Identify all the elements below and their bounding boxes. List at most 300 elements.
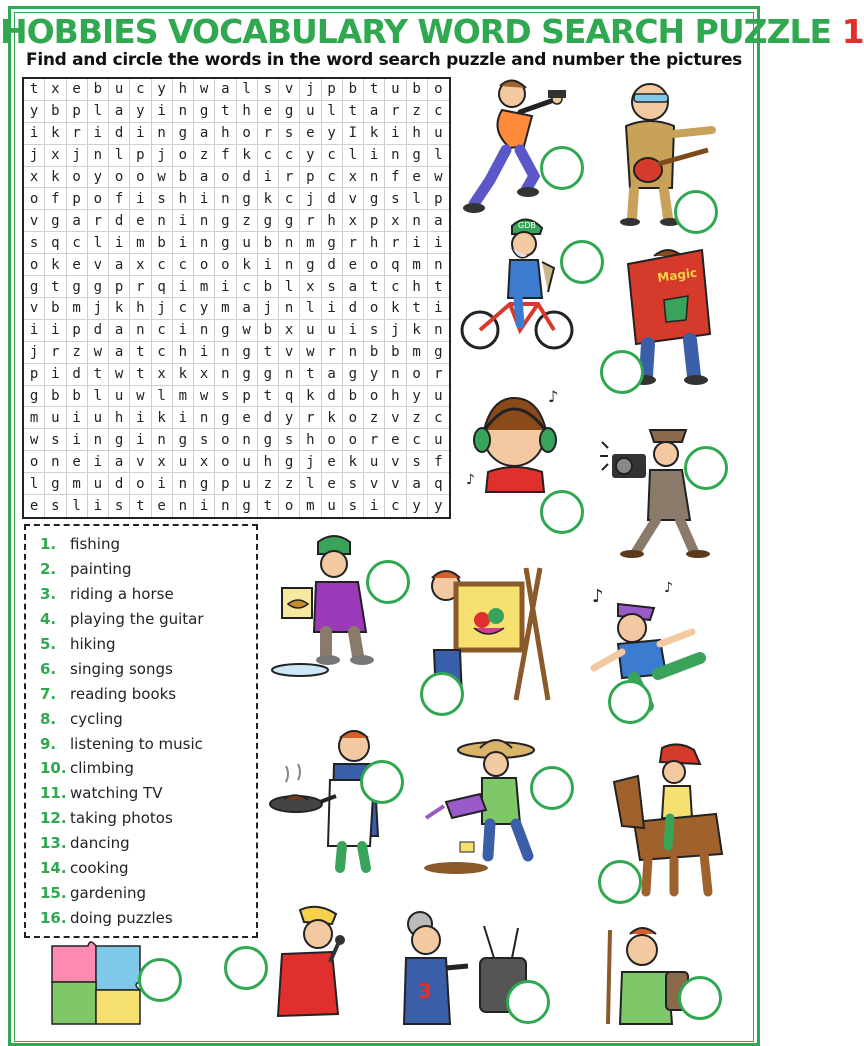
grid-letter[interactable]: v xyxy=(24,298,45,320)
answer-circle-painting[interactable] xyxy=(420,672,464,716)
grid-letter[interactable]: l xyxy=(237,79,258,101)
grid-letter[interactable]: m xyxy=(215,298,236,320)
grid-letter[interactable]: v xyxy=(343,188,364,210)
grid-letter[interactable]: o xyxy=(24,188,45,210)
answer-circle-reading[interactable] xyxy=(600,350,644,394)
grid-letter[interactable]: I xyxy=(343,123,364,145)
grid-letter[interactable]: h xyxy=(407,123,428,145)
grid-letter[interactable]: y xyxy=(88,167,109,189)
grid-letter[interactable]: t xyxy=(45,276,66,298)
grid-letter[interactable]: c xyxy=(428,407,449,429)
grid-letter[interactable]: w xyxy=(24,429,45,451)
grid-letter[interactable]: q xyxy=(152,276,173,298)
grid-letter[interactable]: o xyxy=(428,79,449,101)
grid-letter[interactable]: o xyxy=(215,451,236,473)
grid-letter[interactable]: d xyxy=(109,473,130,495)
grid-letter[interactable]: p xyxy=(67,188,88,210)
grid-letter[interactable]: n xyxy=(215,495,236,517)
grid-letter[interactable]: o xyxy=(343,407,364,429)
grid-letter[interactable]: g xyxy=(343,364,364,386)
grid-letter[interactable]: j xyxy=(24,145,45,167)
grid-letter[interactable]: g xyxy=(67,276,88,298)
grid-letter[interactable]: x xyxy=(343,210,364,232)
grid-letter[interactable]: e xyxy=(258,101,279,123)
grid-letter[interactable]: x xyxy=(45,145,66,167)
grid-letter[interactable]: k xyxy=(237,254,258,276)
answer-circle-listening[interactable] xyxy=(540,490,584,534)
grid-letter[interactable]: g xyxy=(173,123,194,145)
grid-letter[interactable]: i xyxy=(258,167,279,189)
grid-letter[interactable]: w xyxy=(237,320,258,342)
grid-letter[interactable]: a xyxy=(364,101,385,123)
grid-letter[interactable]: t xyxy=(130,364,151,386)
grid-letter[interactable]: e xyxy=(152,495,173,517)
grid-letter[interactable]: d xyxy=(322,188,343,210)
grid-letter[interactable]: b xyxy=(343,79,364,101)
grid-letter[interactable]: w xyxy=(194,386,215,408)
grid-letter[interactable]: t xyxy=(215,101,236,123)
grid-letter[interactable]: e xyxy=(67,451,88,473)
grid-letter[interactable]: d xyxy=(343,298,364,320)
grid-letter[interactable]: x xyxy=(343,167,364,189)
grid-letter[interactable]: y xyxy=(434,498,443,515)
grid-letter[interactable]: k xyxy=(343,451,364,473)
grid-letter[interactable]: t xyxy=(130,495,151,517)
answer-circle-fishing[interactable] xyxy=(366,560,410,604)
grid-letter[interactable]: i xyxy=(173,276,194,298)
answer-circle-cooking[interactable] xyxy=(360,760,404,804)
grid-letter[interactable]: e xyxy=(322,451,343,473)
grid-letter[interactable]: n xyxy=(173,101,194,123)
grid-letter[interactable]: t xyxy=(24,79,45,101)
grid-letter[interactable]: a xyxy=(109,342,130,364)
grid-letter[interactable]: r xyxy=(364,429,385,451)
grid-letter[interactable]: r xyxy=(428,364,449,386)
grid-letter[interactable]: g xyxy=(237,188,258,210)
grid-letter[interactable]: e xyxy=(300,123,321,145)
grid-letter[interactable]: y xyxy=(322,123,343,145)
grid-letter[interactable]: p xyxy=(428,188,449,210)
grid-letter[interactable]: s xyxy=(364,320,385,342)
grid-letter[interactable]: g xyxy=(279,101,300,123)
grid-letter[interactable]: h xyxy=(385,386,406,408)
grid-letter[interactable]: h xyxy=(173,188,194,210)
grid-letter[interactable]: l xyxy=(88,232,109,254)
grid-letter[interactable]: f xyxy=(45,188,66,210)
grid-letter[interactable]: g xyxy=(24,386,45,408)
grid-letter[interactable]: v xyxy=(279,342,300,364)
grid-letter[interactable]: v xyxy=(385,451,406,473)
grid-letter[interactable]: r xyxy=(279,167,300,189)
grid-letter[interactable]: i xyxy=(67,407,88,429)
grid-letter[interactable]: i xyxy=(343,320,364,342)
grid-letter[interactable]: c xyxy=(322,145,343,167)
answer-circle-gardening[interactable] xyxy=(530,766,574,810)
grid-letter[interactable]: u xyxy=(237,451,258,473)
grid-letter[interactable]: o xyxy=(88,188,109,210)
grid-letter[interactable]: s xyxy=(258,79,279,101)
grid-letter[interactable]: f xyxy=(385,167,406,189)
grid-letter[interactable]: t xyxy=(258,495,279,517)
grid-letter[interactable]: b xyxy=(343,386,364,408)
grid-letter[interactable]: o xyxy=(364,298,385,320)
grid-letter[interactable]: u xyxy=(300,101,321,123)
grid-letter[interactable]: w xyxy=(300,342,321,364)
grid-letter[interactable]: l xyxy=(88,386,109,408)
grid-letter[interactable]: n xyxy=(194,210,215,232)
grid-letter[interactable]: n xyxy=(279,364,300,386)
grid-letter[interactable]: e xyxy=(237,407,258,429)
grid-letter[interactable]: a xyxy=(109,451,130,473)
grid-letter[interactable]: t xyxy=(407,298,428,320)
grid-letter[interactable]: c xyxy=(152,254,173,276)
grid-letter[interactable]: o xyxy=(215,429,236,451)
grid-letter[interactable]: j xyxy=(152,145,173,167)
grid-letter[interactable]: d xyxy=(322,254,343,276)
grid-letter[interactable]: y xyxy=(194,298,215,320)
grid-letter[interactable]: h xyxy=(130,298,151,320)
grid-letter[interactable]: s xyxy=(109,495,130,517)
grid-letter[interactable]: s xyxy=(279,123,300,145)
grid-letter[interactable]: u xyxy=(385,79,406,101)
grid-letter[interactable]: p xyxy=(300,167,321,189)
grid-letter[interactable]: g xyxy=(258,429,279,451)
grid-letter[interactable]: z xyxy=(237,210,258,232)
grid-letter[interactable]: i xyxy=(364,495,385,517)
grid-letter[interactable]: b xyxy=(364,342,385,364)
grid-letter[interactable]: v xyxy=(24,210,45,232)
grid-letter[interactable]: r xyxy=(300,407,321,429)
grid-letter[interactable]: m xyxy=(130,232,151,254)
grid-letter[interactable]: n xyxy=(173,473,194,495)
grid-letter[interactable]: u xyxy=(45,407,66,429)
grid-letter[interactable]: p xyxy=(24,364,45,386)
grid-letter[interactable]: c xyxy=(152,342,173,364)
grid-letter[interactable]: g xyxy=(45,473,66,495)
grid-letter[interactable]: i xyxy=(407,232,428,254)
grid-letter[interactable]: u xyxy=(322,495,343,517)
grid-letter[interactable]: n xyxy=(279,298,300,320)
grid-letter[interactable]: r xyxy=(385,232,406,254)
answer-circle-climbing[interactable] xyxy=(540,146,584,190)
grid-letter[interactable]: e xyxy=(67,254,88,276)
grid-letter[interactable]: a xyxy=(428,210,449,232)
grid-letter[interactable]: b xyxy=(258,320,279,342)
grid-letter[interactable]: o xyxy=(237,123,258,145)
grid-letter[interactable]: n xyxy=(130,320,151,342)
answer-circle-horse[interactable] xyxy=(598,860,642,904)
grid-letter[interactable]: i xyxy=(130,188,151,210)
grid-letter[interactable]: s xyxy=(343,473,364,495)
grid-letter[interactable]: i xyxy=(109,232,130,254)
grid-letter[interactable]: k xyxy=(152,407,173,429)
grid-letter[interactable]: t xyxy=(428,276,449,298)
grid-letter[interactable]: t xyxy=(258,386,279,408)
grid-letter[interactable]: b xyxy=(45,298,66,320)
grid-letter[interactable]: b xyxy=(88,79,109,101)
grid-letter[interactable]: h xyxy=(237,101,258,123)
grid-letter[interactable]: d xyxy=(258,407,279,429)
grid-letter[interactable]: n xyxy=(194,407,215,429)
grid-letter[interactable]: j xyxy=(300,79,321,101)
grid-letter[interactable]: i xyxy=(67,429,88,451)
grid-letter[interactable]: i xyxy=(173,407,194,429)
grid-letter[interactable]: z xyxy=(279,473,300,495)
grid-letter[interactable]: i xyxy=(130,123,151,145)
grid-letter[interactable]: a xyxy=(215,79,236,101)
grid-letter[interactable]: s xyxy=(385,188,406,210)
grid-letter[interactable]: h xyxy=(364,232,385,254)
grid-letter[interactable]: w xyxy=(152,167,173,189)
grid-letter[interactable]: r xyxy=(343,232,364,254)
answer-circle-photos[interactable] xyxy=(684,446,728,490)
grid-letter[interactable]: i xyxy=(173,232,194,254)
grid-letter[interactable]: y xyxy=(152,79,173,101)
grid-letter[interactable]: r xyxy=(88,210,109,232)
grid-letter[interactable]: i xyxy=(152,473,173,495)
grid-letter[interactable]: l xyxy=(407,188,428,210)
grid-letter[interactable]: a xyxy=(194,123,215,145)
grid-letter[interactable]: t xyxy=(130,342,151,364)
grid-letter[interactable]: u xyxy=(109,386,130,408)
grid-letter[interactable]: s xyxy=(279,429,300,451)
grid-letter[interactable]: g xyxy=(237,342,258,364)
grid-letter[interactable]: b xyxy=(67,386,88,408)
grid-letter[interactable]: p xyxy=(237,386,258,408)
grid-letter[interactable]: w xyxy=(130,386,151,408)
grid-letter[interactable]: g xyxy=(428,342,449,364)
grid-letter[interactable]: r xyxy=(385,101,406,123)
grid-letter[interactable]: f xyxy=(109,188,130,210)
grid-letter[interactable]: n xyxy=(152,429,173,451)
grid-letter[interactable]: u xyxy=(300,320,321,342)
grid-letter[interactable]: m xyxy=(194,276,215,298)
grid-letter[interactable]: u xyxy=(428,123,449,145)
grid-letter[interactable]: t xyxy=(258,342,279,364)
grid-letter[interactable]: p xyxy=(215,473,236,495)
grid-letter[interactable]: f xyxy=(428,451,449,473)
grid-letter[interactable]: p xyxy=(67,101,88,123)
grid-letter[interactable]: j xyxy=(258,298,279,320)
grid-letter[interactable]: y xyxy=(364,364,385,386)
answer-circle-hiking[interactable] xyxy=(678,976,722,1020)
grid-letter[interactable]: u xyxy=(88,473,109,495)
grid-letter[interactable]: h xyxy=(407,276,428,298)
grid-letter[interactable]: x xyxy=(279,320,300,342)
grid-letter[interactable]: m xyxy=(300,232,321,254)
grid-letter[interactable]: r xyxy=(45,342,66,364)
grid-letter[interactable]: y xyxy=(300,145,321,167)
grid-letter[interactable]: s xyxy=(24,232,45,254)
grid-letter[interactable]: c xyxy=(407,429,428,451)
grid-letter[interactable]: n xyxy=(279,232,300,254)
grid-letter[interactable]: i xyxy=(322,298,343,320)
grid-letter[interactable]: z xyxy=(364,407,385,429)
grid-letter[interactable]: x xyxy=(385,210,406,232)
grid-letter[interactable]: n xyxy=(428,254,449,276)
grid-letter[interactable]: d xyxy=(67,364,88,386)
grid-letter[interactable]: x xyxy=(152,451,173,473)
grid-letter[interactable]: e xyxy=(67,79,88,101)
grid-letter[interactable]: r xyxy=(258,123,279,145)
grid-letter[interactable]: g xyxy=(322,232,343,254)
grid-letter[interactable]: a xyxy=(343,276,364,298)
grid-letter[interactable]: k xyxy=(300,386,321,408)
grid-letter[interactable]: l xyxy=(279,276,300,298)
grid-letter[interactable]: m xyxy=(300,495,321,517)
grid-letter[interactable]: e xyxy=(407,167,428,189)
grid-letter[interactable]: s xyxy=(322,276,343,298)
grid-letter[interactable]: y xyxy=(130,101,151,123)
grid-letter[interactable]: s xyxy=(194,429,215,451)
grid-letter[interactable]: s xyxy=(343,495,364,517)
grid-letter[interactable]: z xyxy=(407,101,428,123)
grid-letter[interactable]: n xyxy=(364,167,385,189)
grid-letter[interactable]: n xyxy=(173,495,194,517)
grid-letter[interactable]: j xyxy=(152,298,173,320)
grid-letter[interactable]: g xyxy=(215,320,236,342)
grid-letter[interactable]: g xyxy=(173,429,194,451)
grid-letter[interactable]: i xyxy=(428,232,449,254)
grid-letter[interactable]: n xyxy=(45,451,66,473)
grid-letter[interactable]: m xyxy=(67,298,88,320)
grid-letter[interactable]: n xyxy=(88,145,109,167)
grid-letter[interactable]: s xyxy=(407,451,428,473)
grid-letter[interactable]: x xyxy=(152,364,173,386)
grid-letter[interactable]: g xyxy=(258,210,279,232)
grid-letter[interactable]: a xyxy=(109,320,130,342)
grid-letter[interactable]: u xyxy=(88,407,109,429)
grid-letter[interactable]: l xyxy=(109,145,130,167)
grid-letter[interactable]: s xyxy=(152,188,173,210)
grid-letter[interactable]: k xyxy=(364,123,385,145)
grid-letter[interactable]: k xyxy=(385,298,406,320)
answer-circle-dancing[interactable] xyxy=(608,680,652,724)
grid-letter[interactable]: d xyxy=(109,210,130,232)
grid-letter[interactable]: l xyxy=(88,101,109,123)
grid-letter[interactable]: s xyxy=(45,429,66,451)
grid-letter[interactable]: g xyxy=(279,210,300,232)
grid-letter[interactable]: o xyxy=(194,254,215,276)
grid-letter[interactable]: k xyxy=(45,123,66,145)
grid-letter[interactable]: i xyxy=(88,123,109,145)
grid-letter[interactable]: c xyxy=(237,276,258,298)
grid-letter[interactable]: a xyxy=(407,473,428,495)
grid-letter[interactable]: i xyxy=(88,495,109,517)
answer-circle-cycling[interactable] xyxy=(560,240,604,284)
grid-letter[interactable]: t xyxy=(88,364,109,386)
grid-letter[interactable]: l xyxy=(300,298,321,320)
grid-letter[interactable]: n xyxy=(385,364,406,386)
grid-letter[interactable]: g xyxy=(237,364,258,386)
grid-letter[interactable]: x xyxy=(300,276,321,298)
grid-letter[interactable]: c xyxy=(173,254,194,276)
answer-circle-tv[interactable] xyxy=(506,980,550,1024)
grid-letter[interactable]: h xyxy=(322,210,343,232)
grid-letter[interactable]: c xyxy=(258,145,279,167)
grid-letter[interactable]: q xyxy=(45,232,66,254)
grid-letter[interactable]: c xyxy=(279,188,300,210)
grid-letter[interactable]: k xyxy=(237,145,258,167)
grid-letter[interactable]: l xyxy=(322,101,343,123)
grid-letter[interactable]: z xyxy=(407,407,428,429)
grid-letter[interactable]: b xyxy=(45,386,66,408)
grid-letter[interactable]: u xyxy=(364,451,385,473)
grid-letter[interactable]: g xyxy=(215,232,236,254)
grid-letter[interactable]: c xyxy=(385,495,406,517)
grid-letter[interactable]: e xyxy=(24,495,45,517)
grid-letter[interactable]: z xyxy=(258,473,279,495)
grid-letter[interactable]: a xyxy=(194,167,215,189)
grid-letter[interactable]: i xyxy=(88,451,109,473)
grid-letter[interactable]: z xyxy=(194,145,215,167)
grid-letter[interactable]: h xyxy=(173,79,194,101)
grid-letter[interactable]: o xyxy=(24,451,45,473)
grid-letter[interactable]: r xyxy=(300,210,321,232)
grid-letter[interactable]: o xyxy=(109,167,130,189)
grid-letter[interactable]: v xyxy=(385,473,406,495)
grid-letter[interactable]: f xyxy=(215,145,236,167)
grid-letter[interactable]: g xyxy=(215,210,236,232)
grid-letter[interactable]: q xyxy=(279,386,300,408)
grid-letter[interactable]: g xyxy=(88,276,109,298)
grid-letter[interactable]: n xyxy=(152,123,173,145)
grid-letter[interactable]: a xyxy=(109,101,130,123)
grid-letter[interactable]: n xyxy=(407,210,428,232)
grid-letter[interactable]: i xyxy=(24,123,45,145)
grid-letter[interactable]: o xyxy=(173,145,194,167)
grid-letter[interactable]: e xyxy=(385,429,406,451)
grid-letter[interactable]: o xyxy=(279,495,300,517)
grid-letter[interactable]: l xyxy=(343,145,364,167)
grid-letter[interactable]: y xyxy=(279,407,300,429)
grid-letter[interactable]: l xyxy=(300,473,321,495)
grid-letter[interactable]: i xyxy=(130,429,151,451)
grid-letter[interactable]: a xyxy=(109,254,130,276)
grid-letter[interactable]: i xyxy=(258,254,279,276)
grid-letter[interactable]: v xyxy=(279,79,300,101)
grid-letter[interactable]: l xyxy=(428,145,449,167)
grid-letter[interactable]: a xyxy=(322,364,343,386)
grid-letter[interactable]: c xyxy=(385,276,406,298)
grid-letter[interactable]: t xyxy=(343,101,364,123)
grid-letter[interactable]: m xyxy=(407,342,428,364)
grid-letter[interactable]: p xyxy=(322,79,343,101)
grid-letter[interactable]: i xyxy=(215,276,236,298)
grid-letter[interactable]: h xyxy=(173,342,194,364)
grid-letter[interactable]: g xyxy=(364,188,385,210)
grid-letter[interactable]: h xyxy=(109,407,130,429)
grid-letter[interactable]: m xyxy=(24,407,45,429)
grid-letter[interactable]: j xyxy=(300,188,321,210)
grid-letter[interactable]: m xyxy=(67,473,88,495)
grid-letter[interactable]: o xyxy=(407,364,428,386)
grid-letter[interactable]: k xyxy=(407,320,428,342)
grid-letter[interactable]: k xyxy=(173,364,194,386)
grid-letter[interactable]: e xyxy=(130,210,151,232)
grid-letter[interactable]: o xyxy=(343,429,364,451)
grid-letter[interactable]: o xyxy=(364,254,385,276)
grid-letter[interactable]: i xyxy=(194,495,215,517)
answer-circle-puzzle[interactable] xyxy=(138,958,182,1002)
grid-letter[interactable]: n xyxy=(428,320,449,342)
grid-letter[interactable]: n xyxy=(215,342,236,364)
grid-letter[interactable]: j xyxy=(300,451,321,473)
grid-letter[interactable]: n xyxy=(279,254,300,276)
grid-letter[interactable]: o xyxy=(24,254,45,276)
grid-letter[interactable]: j xyxy=(24,342,45,364)
grid-letter[interactable]: i xyxy=(385,123,406,145)
